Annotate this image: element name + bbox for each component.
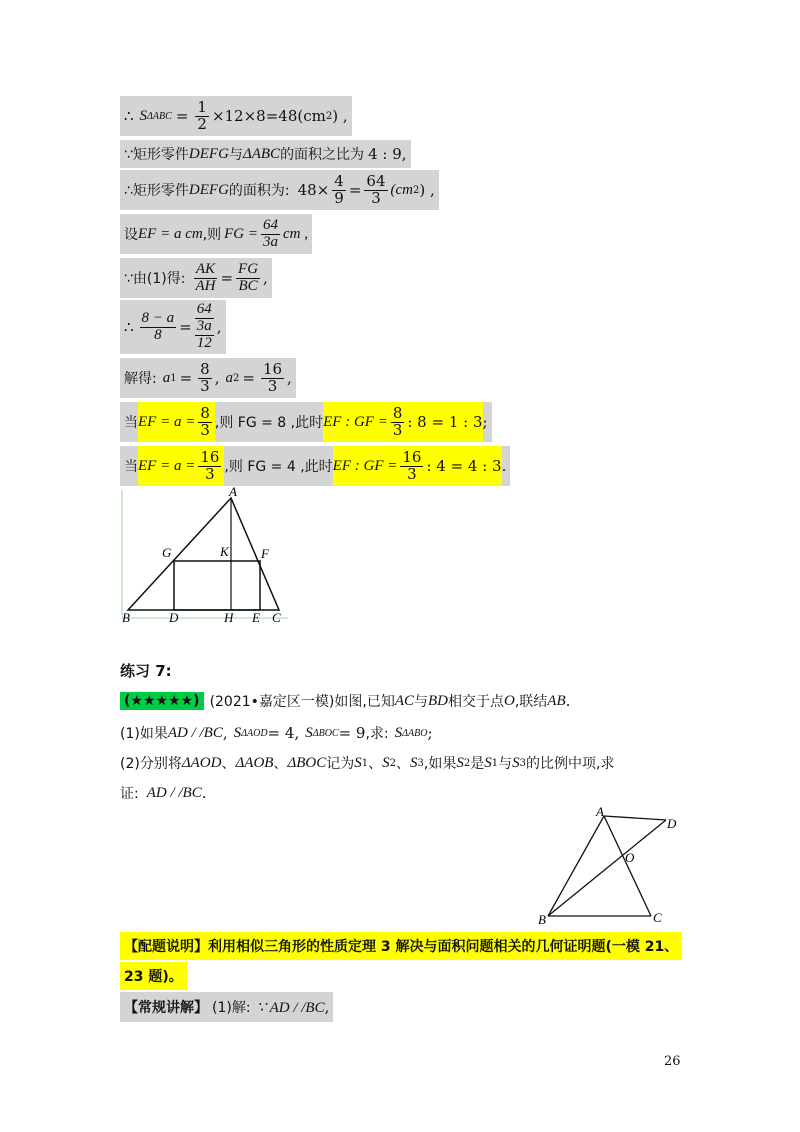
expression: EF = a cm xyxy=(138,225,203,242)
ratio: 4 : 9 xyxy=(368,145,402,163)
section-label: 【常规讲解】 xyxy=(124,1000,208,1016)
label-a: A xyxy=(596,806,604,819)
fraction xyxy=(332,171,346,207)
fraction xyxy=(198,403,212,439)
variable: a xyxy=(225,369,233,386)
solution-line-9 xyxy=(120,446,510,486)
exponent: 2 xyxy=(413,184,420,196)
label-b: B xyxy=(538,912,546,926)
line-end: , xyxy=(263,269,268,287)
label-h: H xyxy=(224,610,234,625)
figure-triangle-rectangle xyxy=(116,486,296,626)
solution-line-3 xyxy=(120,170,439,210)
text: ∵由(1)得: xyxy=(124,271,186,287)
line-end: . xyxy=(565,692,571,710)
text: ,联结 xyxy=(514,694,548,710)
label-a: A xyxy=(229,486,237,499)
area-subscript: ΔABO xyxy=(402,727,428,739)
text: 解得: xyxy=(124,371,157,387)
fraction-numerator: AK xyxy=(195,260,216,277)
separator: 、 xyxy=(273,756,288,772)
question-2-cont xyxy=(120,780,207,806)
fraction-numerator: 8 xyxy=(200,359,210,378)
separator: 、 xyxy=(221,756,236,772)
fraction xyxy=(400,447,423,483)
fraction-denominator: 3 xyxy=(200,420,210,439)
line-end: . xyxy=(501,457,507,475)
fraction-numerator: FG xyxy=(238,260,259,277)
fraction-numerator: 1 xyxy=(197,97,207,116)
fraction-denominator: 3a xyxy=(196,318,212,335)
variable: a xyxy=(162,369,171,386)
page-number: 26 xyxy=(664,1054,681,1069)
outer-denominator: 12 xyxy=(196,334,212,351)
text: ,求: xyxy=(365,726,389,742)
label-d: D xyxy=(169,610,179,625)
fraction-denominator: 9 xyxy=(334,188,344,207)
variable: BD xyxy=(428,692,448,709)
triangle-abc xyxy=(128,498,279,610)
difficulty-stars: (★★★★★) xyxy=(120,692,204,710)
equals: = xyxy=(348,181,362,199)
text: 当 xyxy=(124,415,138,431)
fraction-numerator: 8 xyxy=(392,403,403,422)
subscript: 3 xyxy=(417,757,424,769)
solution-line-2 xyxy=(120,140,411,168)
separator: 、 xyxy=(396,756,411,772)
solution-line-7: 解得: a 1 = $\frac{8}{3}$ , a 2 = $\frac{16}{3}$ , xyxy=(120,358,296,398)
highlight xyxy=(323,402,482,442)
fraction-denominator: AH xyxy=(195,277,216,294)
text: 设 xyxy=(124,227,138,243)
exercise-heading: 练习 7: xyxy=(120,662,172,680)
variable: DEFG xyxy=(188,145,229,162)
separator: , xyxy=(294,724,300,742)
fraction xyxy=(140,311,177,344)
label-o: O xyxy=(625,850,635,865)
equals: = xyxy=(220,269,234,287)
highlight xyxy=(333,446,502,486)
text: (1)如果 xyxy=(120,726,168,742)
label-k: K xyxy=(220,544,229,559)
label-f: F xyxy=(261,546,269,561)
subscript: 2 xyxy=(463,757,471,769)
triangle-name: ΔAOB xyxy=(235,754,274,771)
therefore-symbol: ∴ xyxy=(124,318,134,336)
label-b: B xyxy=(122,610,130,625)
text: ∵矩形零件 xyxy=(124,147,189,163)
line-end: , xyxy=(324,998,330,1016)
exponent: 2 xyxy=(325,110,333,122)
equals: = xyxy=(175,107,189,125)
text: 的比例中项,求 xyxy=(525,756,615,772)
fraction-denominator: 8 xyxy=(154,326,162,343)
fraction-denominator: 3 xyxy=(205,464,215,483)
fraction-numerator: 64 xyxy=(196,301,212,318)
text: 的面积之比为 xyxy=(280,147,365,163)
text: ,则 FG = 4 ,此时 xyxy=(224,459,333,475)
unit: cm , xyxy=(283,225,309,242)
solution-line-8 xyxy=(120,402,492,442)
segment-bd xyxy=(548,820,666,916)
fraction-numerator: 8 xyxy=(200,403,210,422)
area-symbol: S xyxy=(305,724,313,741)
text: (2)分别将 xyxy=(120,756,182,772)
fraction xyxy=(261,218,280,251)
expression: EF : GF = xyxy=(323,413,388,430)
solution-line-1 xyxy=(120,96,352,136)
fraction-denominator: 2 xyxy=(197,114,207,133)
fraction-numerator: 64 xyxy=(366,171,386,190)
expression: EF : GF = xyxy=(332,457,398,474)
fraction-numerator: 8 − a xyxy=(141,309,175,326)
subscript: 1 xyxy=(170,372,177,384)
text: ,如果 xyxy=(423,756,457,772)
solution-line-6 xyxy=(120,300,226,354)
value: = 9 xyxy=(338,724,366,742)
area-subscript: ΔBOC xyxy=(312,727,339,739)
fraction xyxy=(364,171,387,207)
variable: AB xyxy=(547,692,566,709)
fraction xyxy=(261,359,284,395)
area-subscript: ΔAOD xyxy=(241,727,268,739)
fraction-numerator: 16 xyxy=(402,447,422,466)
line-end: ) , xyxy=(332,107,348,125)
text: 与 xyxy=(414,694,428,710)
variable: O xyxy=(504,692,515,709)
fraction-half xyxy=(195,97,209,133)
exercise-problem xyxy=(120,688,570,714)
subscript: 2 xyxy=(389,757,397,769)
fraction xyxy=(198,359,212,395)
segment-ad xyxy=(604,816,666,820)
fraction xyxy=(391,403,405,439)
segment-ac xyxy=(604,816,651,916)
separator: , xyxy=(214,369,220,387)
expression: : 4 = 4 : 3 xyxy=(426,457,502,475)
figure-trapezoid xyxy=(536,806,686,926)
expression: FG = xyxy=(224,225,259,242)
text: (2021•嘉定区一模)如图,已知 xyxy=(209,694,395,710)
variable: ΔABC xyxy=(242,145,281,162)
solution-line-4 xyxy=(120,214,312,254)
fraction xyxy=(198,447,221,483)
text: ∴矩形零件 xyxy=(124,183,189,199)
fraction-denominator: 3a xyxy=(263,233,279,250)
text: 证: xyxy=(120,786,139,802)
highlight xyxy=(138,402,215,442)
area-subscript: ΔABC xyxy=(147,110,172,122)
expression: ∵ AD / /BC xyxy=(256,999,325,1016)
fraction-numerator: 64 xyxy=(263,216,279,233)
text: 记为 xyxy=(326,756,355,772)
fraction-numerator: 4 xyxy=(334,171,344,190)
fraction xyxy=(236,262,260,295)
note-line-2 xyxy=(120,962,187,990)
label-e: E xyxy=(252,610,260,625)
expression: : 8 = 1 : 3 xyxy=(407,413,483,431)
variable: AC xyxy=(394,692,414,709)
note-text: 【配题说明】利用相似三角形的性质定理 3 解决与面积问题相关的几何证明题(一模 21、 xyxy=(124,939,679,955)
note-line-1 xyxy=(120,932,682,960)
label-c: C xyxy=(653,910,662,925)
fraction-denominator: 3 xyxy=(200,376,210,395)
area-expression: ×12×8=48(cm xyxy=(211,107,326,125)
fraction-numerator: 16 xyxy=(200,447,220,466)
line-end: . xyxy=(201,784,207,802)
rectangle-defg xyxy=(174,561,260,610)
text: 的面积为: xyxy=(228,183,290,199)
therefore-symbol: ∴ xyxy=(124,107,134,125)
expression: AD / /BC xyxy=(146,784,202,801)
note-text: 23 题)。 xyxy=(124,969,183,985)
text: ,则 xyxy=(202,227,222,243)
triangle-name: ΔAOD xyxy=(181,754,222,771)
solution-line-5 xyxy=(120,258,272,298)
line-end: ; xyxy=(427,724,433,742)
fraction-denominator: BC xyxy=(238,277,258,294)
question-1 xyxy=(120,720,433,746)
line-end: , xyxy=(401,145,407,163)
compound-fraction xyxy=(195,302,214,351)
text: (1)解: xyxy=(212,1000,251,1016)
text: ,则 FG = 8 ,此时 xyxy=(214,415,324,431)
separator: 、 xyxy=(368,756,383,772)
text: 相交于点 xyxy=(448,694,504,710)
fraction-numerator: 16 xyxy=(262,359,283,378)
subscript: 1 xyxy=(491,757,499,769)
fraction-denominator: 3 xyxy=(267,376,278,395)
text: 是 xyxy=(470,756,485,772)
separator: , xyxy=(222,724,228,742)
line-end: ; xyxy=(482,413,488,431)
label-g: G xyxy=(162,545,172,560)
value: = 4 xyxy=(267,724,295,742)
fraction-denominator: 3 xyxy=(371,188,381,207)
line-end: , xyxy=(287,369,292,387)
text: 当 xyxy=(124,459,138,475)
text: 与 xyxy=(498,756,513,772)
expression: 48× xyxy=(297,181,330,199)
triangle-name: ΔBOC xyxy=(287,754,327,771)
area-symbol: S xyxy=(394,724,403,741)
question-2: (2)分别将 ΔAOD 、 ΔAOB 、 ΔBOC 记为 S 1 、 S 2 、 S 3 ,如果 S 2 是 S 1 与 S 3 的比例中项,求 xyxy=(120,754,615,772)
subscript: 3 xyxy=(519,757,526,769)
unit: (cm xyxy=(390,181,414,198)
fraction-denominator: 3 xyxy=(392,420,403,439)
subscript: 2 xyxy=(233,372,240,384)
expression: EF = a = xyxy=(138,413,196,430)
line-end: ) , xyxy=(419,181,435,199)
equals: = xyxy=(179,318,192,336)
label-c: C xyxy=(272,610,281,625)
fraction-denominator: 3 xyxy=(407,464,417,483)
fraction xyxy=(193,262,217,295)
area-symbol: S xyxy=(139,107,148,124)
expression: AD / /BC xyxy=(167,724,223,741)
segment-ab xyxy=(548,816,604,916)
subscript: 1 xyxy=(361,757,369,769)
variable: DEFG xyxy=(188,181,229,198)
label-d: D xyxy=(667,816,677,831)
area-symbol: S xyxy=(233,724,242,741)
expression: EF = a = xyxy=(138,457,196,474)
highlight xyxy=(138,446,224,486)
text: 与 xyxy=(228,147,243,163)
line-end: , xyxy=(216,318,222,336)
regular-explanation xyxy=(120,992,333,1022)
